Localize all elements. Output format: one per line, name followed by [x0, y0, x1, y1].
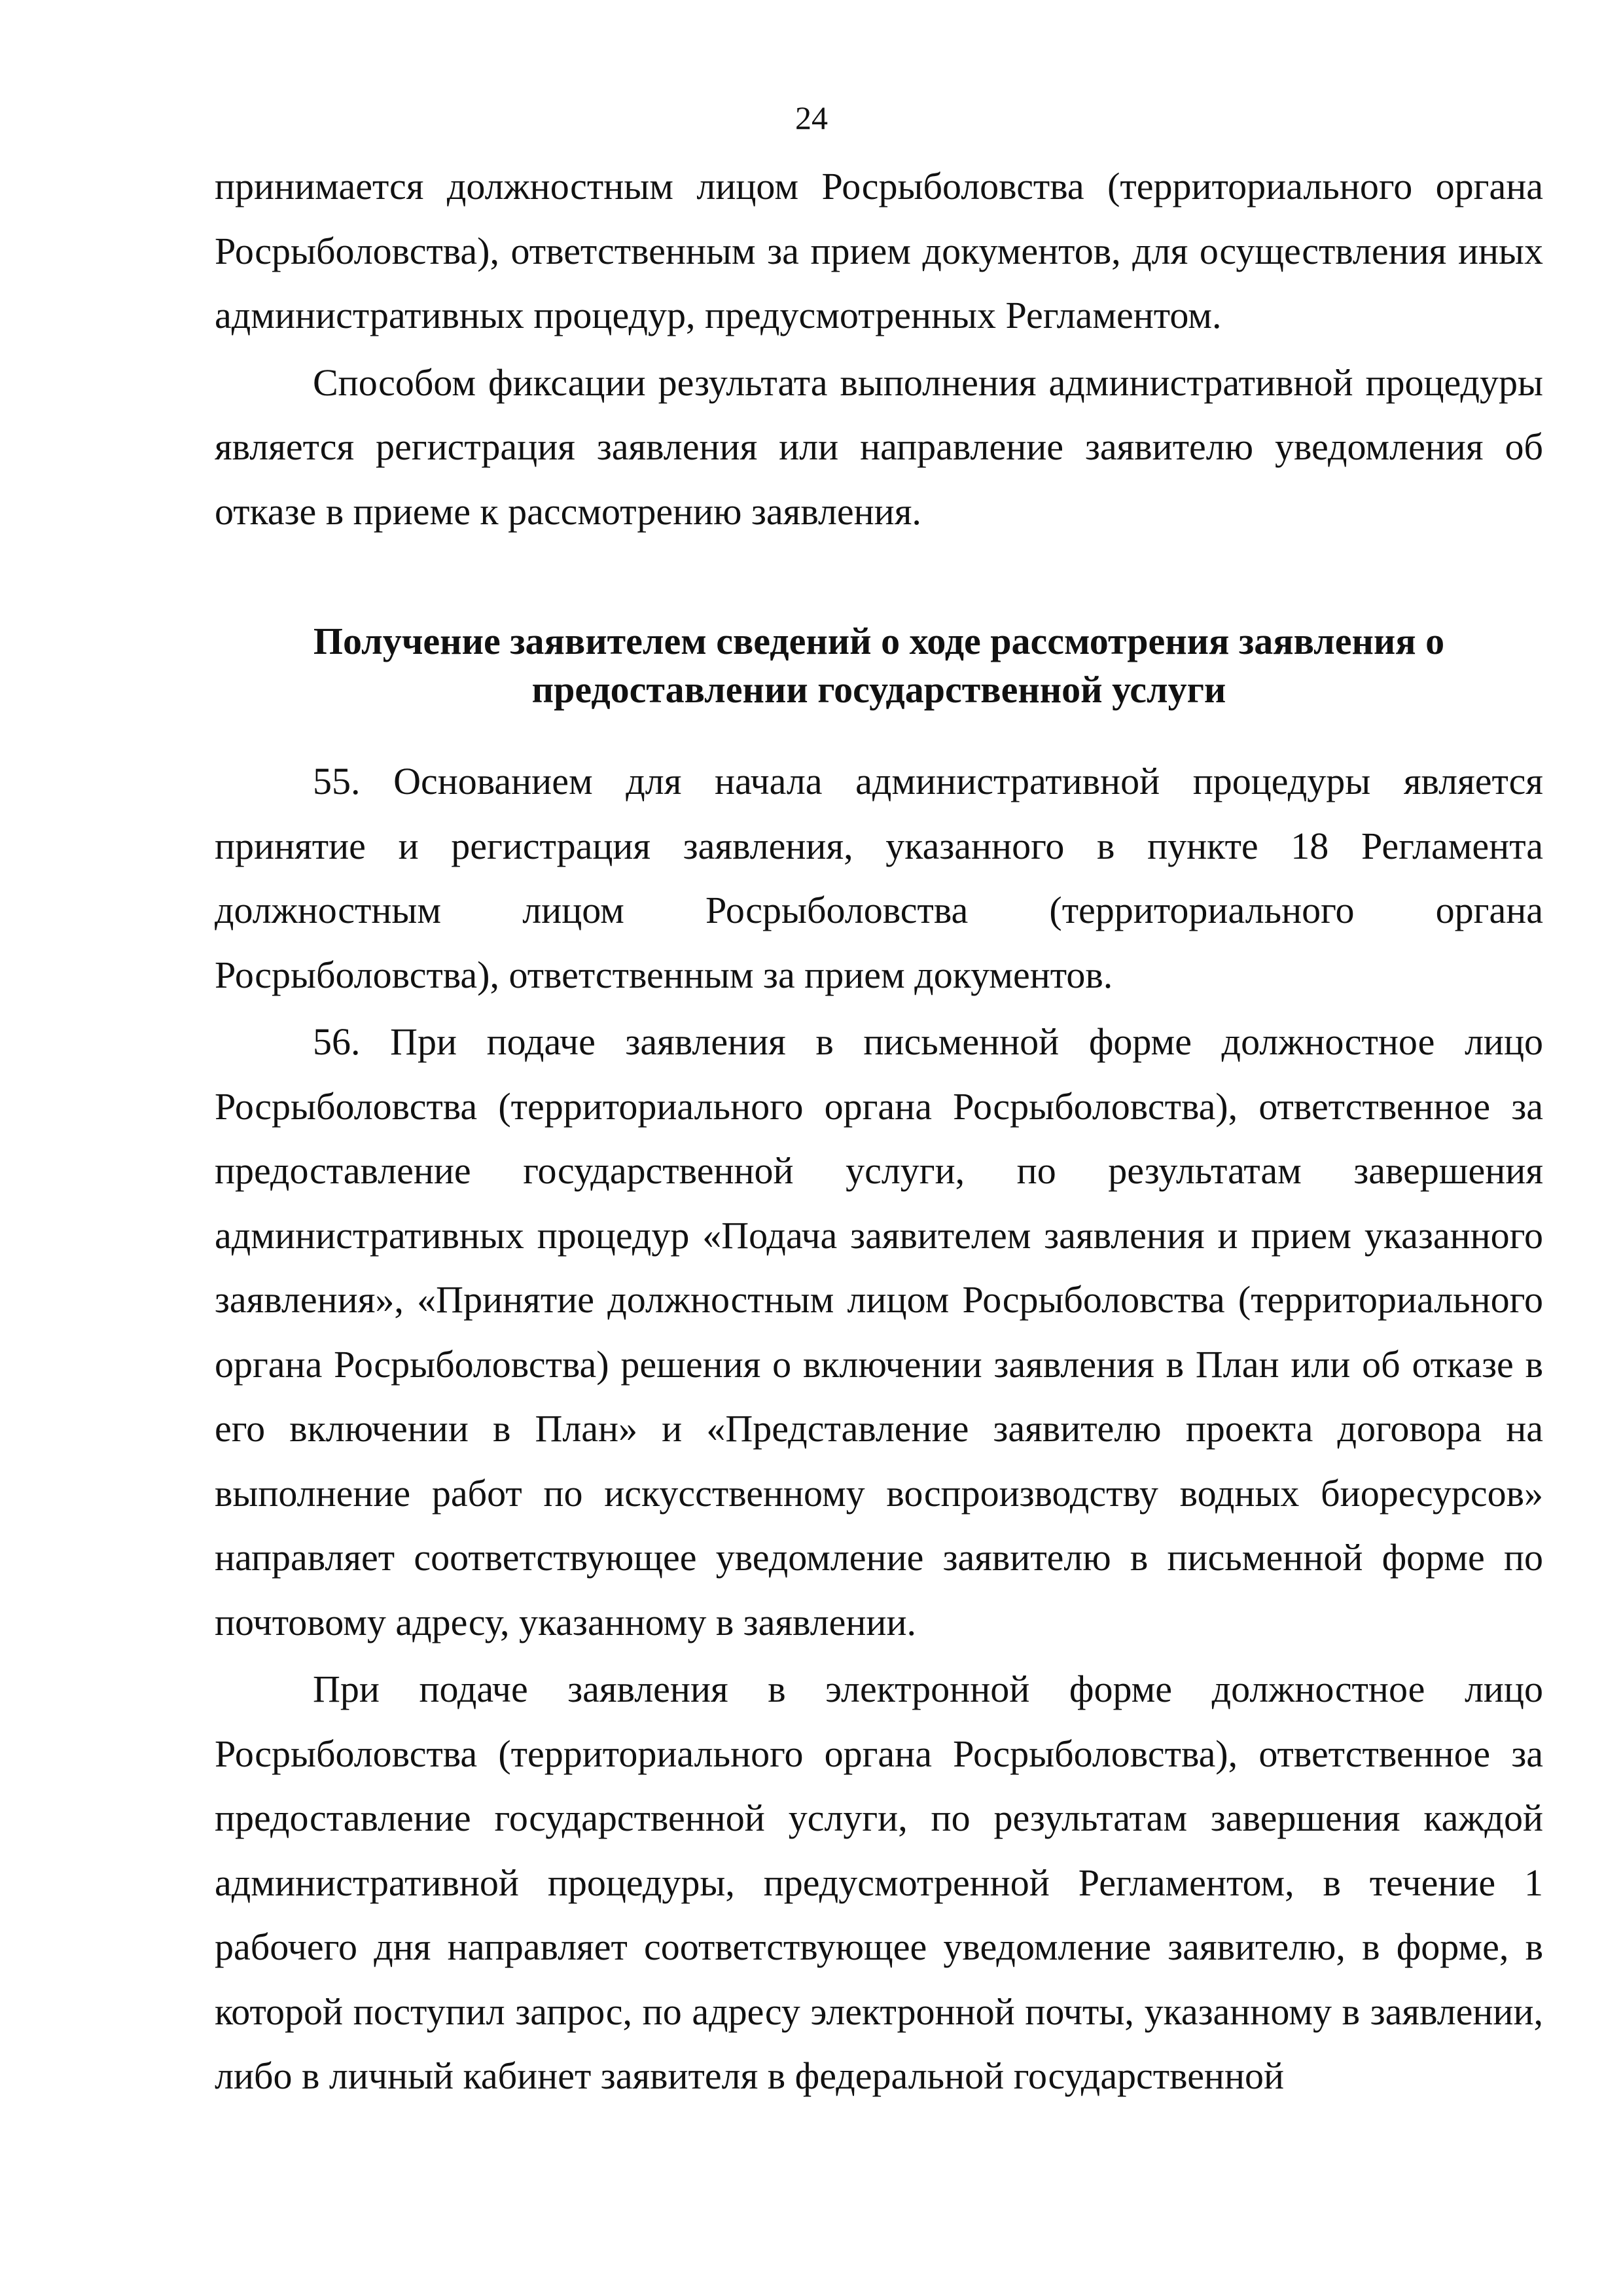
section-heading-line-2: предоставлении государственной услуги — [531, 668, 1226, 711]
section-heading-line-1: Получение заявителем сведений о ходе рассмотрения заявления о — [313, 620, 1445, 662]
paragraph-55: 55. Основанием для начала административной процедуры является принятие и регистрация заявления, указанного в пункте 18 Регламента должностным лицом Росрыболовства (территориального органа Росрыболовства), ответственным за прием документов. — [215, 760, 1543, 996]
section-heading — [215, 617, 1543, 714]
paragraph-56: 56. При подаче заявления в письменной форме должностное лицо Росрыболовства (территориального органа Росрыболовства), ответственное за предоставление государственной услуги, по результатам завершения административных процедур «Подача заявителем заявления и прием указанного заявления», «Принятие должностным лицом Росрыболовства (территориального органа Росрыболовства) решения о включении заявления в План или об отказе в его включении в План» и «Представление заявителю проекта договора на выполнение работ по искусственному воспроизводству водных биоресурсов» направляет соответствующее уведомление заявителю в письменной форме по почтовому адресу, указанному в заявлении. — [215, 1020, 1543, 1643]
paragraph-continuation: принимается должностным лицом Росрыболовства (территориального органа Росрыболовства), ответственным за прием документов, для осуществления иных административных процедур, предусмотренных Регламентом. — [215, 165, 1543, 336]
paragraph-fixation-method: Способом фиксации результата выполнения административной процедуры является регистрация заявления или направление заявителю уведомления об отказе в приеме к рассмотрению заявления. — [215, 361, 1543, 533]
page-number: 24 — [795, 99, 828, 136]
document-body — [215, 154, 1543, 2109]
paragraph-electronic-form: При подаче заявления в электронной форме должностное лицо Росрыболовства (территориального органа Росрыболовства), ответственное за предоставление государственной услуги, по результатам завершения каждой административной процедуры, предусмотренной Регламентом, в течение 1 рабочего дня направляет соответствующее уведомление заявителю, в форме, в которой поступил запрос, по адресу электронной почты, указанному в заявлении, либо в личный кабинет заявителя в федеральной государственной — [215, 1668, 1543, 2097]
